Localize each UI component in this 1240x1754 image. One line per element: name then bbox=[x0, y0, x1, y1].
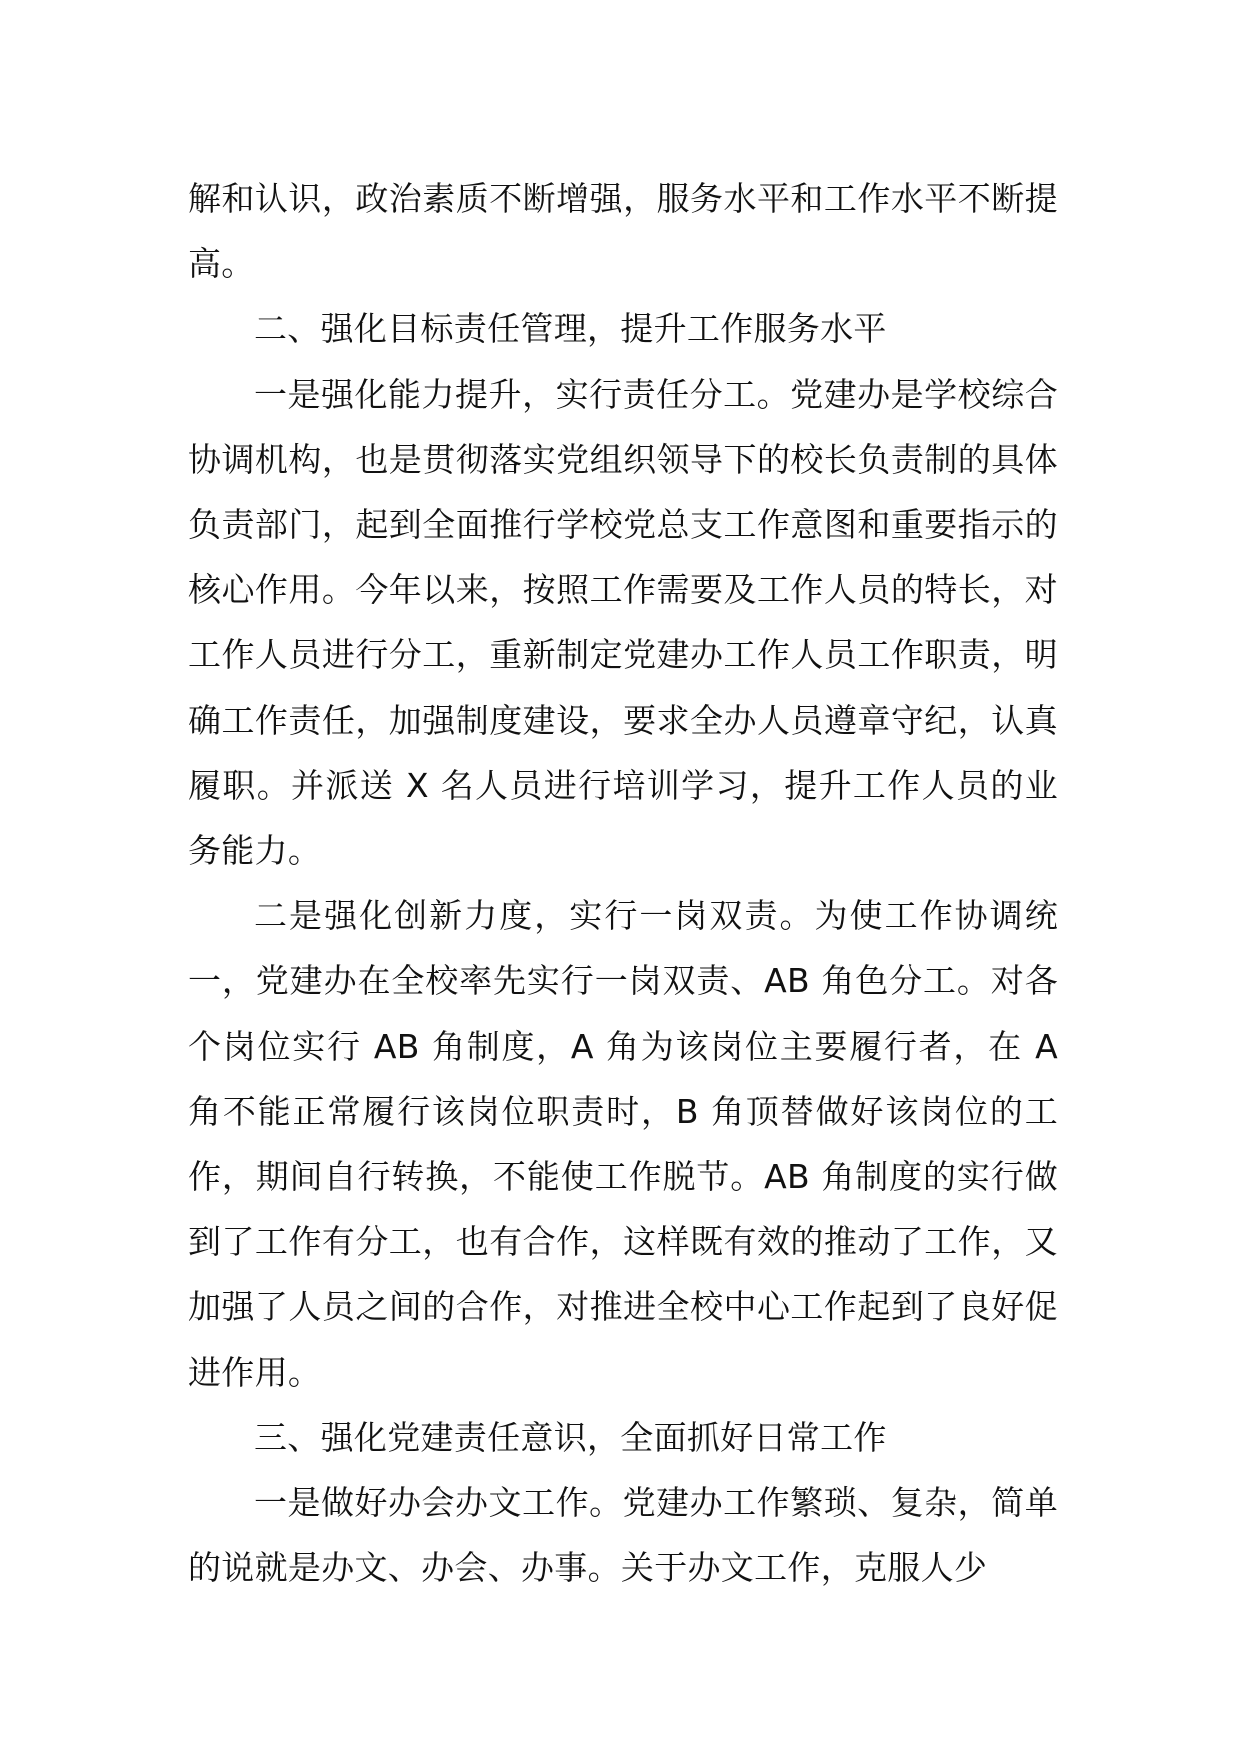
paragraph-continuation: 解和认识，政治素质不断增强，服务水平和工作水平不断提高。 bbox=[188, 179, 1058, 284]
paragraph-meetings-documents: 一是做好办会办文工作。党建办工作繁琐、复杂，简单的说就是办文、办会、办事。关于办文工作，克服人少 bbox=[188, 1483, 1058, 1588]
section-heading-3: 三、强化党建责任意识，全面抓好日常工作 bbox=[254, 1417, 887, 1457]
document-body bbox=[188, 166, 1058, 1600]
paragraph-ability-improvement: 一是强化能力提升，实行责任分工。党建办是学校综合协调机构，也是贯彻落实党组织领导下的校长负责制的具体负责部门，起到全面推行学校党总支工作意图和重要指示的核心作用。今年以来，按照工作需要及工作人员的特长，对工作人员进行分工，重新制定党建办工作人员工作职责，明确工作责任，加强制度建设，要求全办人员遵章守纪，认真履职。并派送 X 名人员进行培训学习，提升工作人员的业务能力。 bbox=[188, 374, 1058, 871]
paragraph-innovation-ab-role: 二是强化创新力度，实行一岗双责。为使工作协调统一，党建办在全校率先实行一岗双责、AB 角色分工。对各个岗位实行 AB 角制度，A 角为该岗位主要履行者，在 A 角不能正常履行该岗位职责时，B 角顶替做好该岗位的工作，期间自行转换，不能使工作脱节。AB 角制度的实行做到了工作有分工，也有合作，这样既有效的推动了工作，又加强了人员之间的合作，对推进全校中心工作起到了良好促进作用。 bbox=[188, 896, 1058, 1392]
section-heading-2: 二、强化目标责任管理，提升工作服务水平 bbox=[254, 309, 887, 349]
